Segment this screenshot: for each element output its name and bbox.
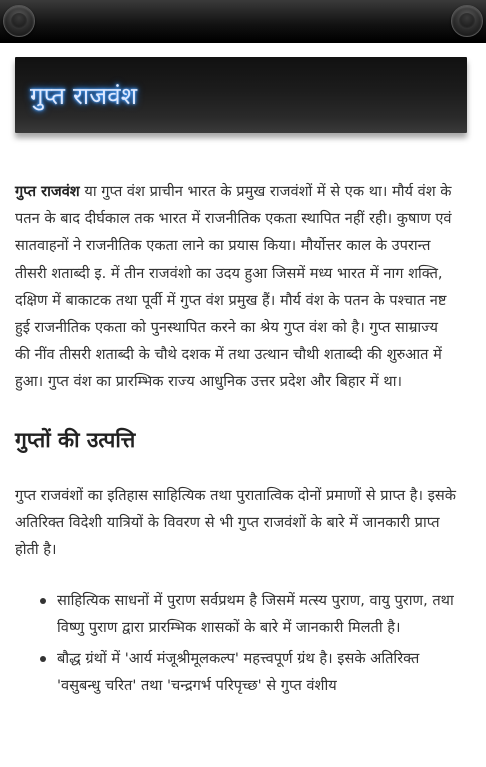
article-body (15, 178, 457, 702)
intro-text: या गुप्त वंश प्राचीन भारत के प्रमुख राजवंशों में से एक था। मौर्य वंश के पतन के बाद दीर्घकाल तक भारत में राजनीतिक एकता स्थापित नहीं रही। कुषाण एवं सातवाहनों ने राजनीतिक एकता लाने का प्रयास किया। मौर्योत्तर काल के उपरान्त तीसरी शताब्दी इ. में तीन राजवंशो का उदय हुआ जिसमें मध्य भारत में नाग शक्‍ति, दक्षिण में बाकाटक तथा पूर्वी में गुप्त वंश प्रमुख हैं। मौर्य वंश के पतन के पश्चात नष्ट हुई राजनीतिक एकता को पुनस्थापित करने का श्रेय गुप्त वंश को है। गुप्त साम्राज्य की नींव तीसरी शताब्दी के चौथे दशक में तथा उत्थान चौथी शताब्दी की शुरुआत में हुआ। गुप्त वंश का प्रारम्भिक राज्य आधुनिक उत्तर प्रदेश और बिहार में था। (15, 183, 452, 391)
list-item: बौद्ध ग्रंथों में 'आर्य मंजूश्रीमूलकल्प' महत्त्वपूर्ण ग्रंथ है। इसके अतिरिक्त 'वसुबन्धु चरित' तथा 'चन्द्रगर्भ परिपृच्छ' से गुप्त वंशीय (57, 645, 457, 699)
options-icon (459, 13, 475, 29)
title-banner (15, 57, 467, 133)
list-item: साहित्यिक साधनों में पुराण सर्वप्रथम है जिसमें मत्स्य पुराण, वायु पुराण, तथा विष्णु पुराण द्वारा प्रारम्भिक शासकों के बारे में जानकारी मिलती है। (57, 587, 457, 641)
section-paragraph: गुप्त राजवंशों का इतिहास साहित्यिक तथा पुरातात्विक दोनों प्रमाणों से प्राप्त है। इसके अतिरिक्त विदेशी यात्रियों के विवरण से भी गुप्त राजवंशों के बारे में जानकारी प्राप्त होती है। (15, 486, 456, 559)
options-button[interactable] (451, 5, 483, 37)
menu-icon (11, 13, 27, 29)
source-list (15, 587, 457, 699)
intro-bold-term: गुप्त राजवंश (15, 183, 80, 200)
intro-paragraph (15, 178, 457, 396)
top-app-bar (0, 0, 486, 43)
page-title: गुप्त राजवंश (30, 82, 138, 110)
section-heading: गुप्तों की उत्पत्ति (15, 427, 136, 452)
menu-button[interactable] (3, 5, 35, 37)
